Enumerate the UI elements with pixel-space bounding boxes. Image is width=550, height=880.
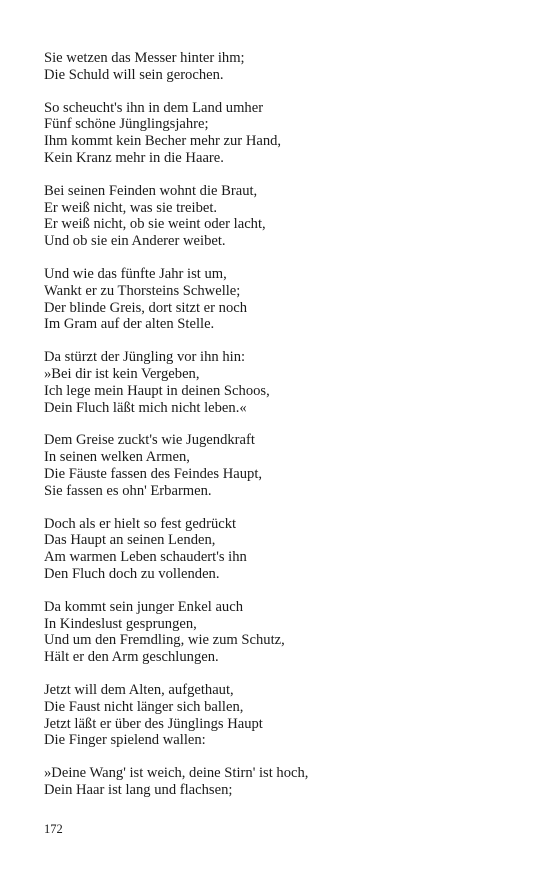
poem-line: In Kindeslust gesprungen, [44, 615, 197, 632]
poem-line: Die Finger spielend wallen: [44, 732, 206, 749]
stanza-6 [44, 432, 524, 499]
stanza-9 [44, 682, 524, 749]
poem-line: Das Haupt an seinen Lenden, [44, 532, 216, 549]
stanza-10 [44, 765, 524, 799]
poem-line: Fünf schöne Jünglingsjahre; [44, 116, 209, 133]
poem-line: Jetzt will dem Alten, aufgethaut, [44, 681, 234, 698]
poem-line: Und wie das fünfte Jahr ist um, [44, 265, 227, 282]
stanza-7 [44, 516, 524, 583]
poem-line: Sie wetzen das Messer hinter ihm; [44, 50, 245, 66]
poem-line: Im Gram auf der alten Stelle. [44, 316, 215, 333]
poem-line: In seinen welken Armen, [44, 449, 190, 466]
poem-line: Hält er den Arm geschlungen. [44, 649, 219, 666]
poem-line: Bei seinen Feinden wohnt die Braut, [44, 182, 258, 199]
stanza-4 [44, 266, 524, 333]
poem-line: Da kommt sein junger Enkel auch [44, 598, 243, 615]
poem-line: Dein Haar ist lang und flachsen; [44, 781, 233, 798]
poem-line: Ihm kommt kein Becher mehr zur Hand, [44, 133, 282, 150]
poem-line: Den Fluch doch zu vollenden. [44, 565, 220, 582]
poem-line: Die Faust nicht länger sich ballen, [44, 698, 244, 715]
poem-line: Ich lege mein Haupt in deinen Schoos, [44, 382, 270, 399]
poem-line: Und ob sie ein Anderer weibet. [44, 233, 226, 250]
poem-line: Dein Fluch läßt mich nicht leben.« [44, 399, 247, 416]
stanza-5 [44, 349, 524, 416]
stanza-2 [44, 100, 524, 167]
poem-line: »Bei dir ist kein Vergeben, [44, 365, 200, 382]
stanza-8 [44, 599, 524, 666]
poem-text [44, 50, 524, 815]
poem-line: Doch als er hielt so fest gedrückt [44, 515, 237, 532]
poem-line: Er weiß nicht, was sie treibet. [44, 199, 218, 216]
poem-line: Am warmen Leben schaudert's ihn [44, 549, 247, 566]
poem-line: So scheucht's ihn in dem Land umher [44, 99, 264, 116]
poem-line: Und um den Fremdling, wie zum Schutz, [44, 632, 285, 649]
stanza-3 [44, 183, 524, 250]
poem-line: »Deine Wang' ist weich, deine Stirn' ist hoch, [44, 765, 309, 782]
poem-line: Er weiß nicht, ob sie weint oder lacht, [44, 216, 266, 233]
poem-line: Wankt er zu Thorsteins Schwelle; [44, 282, 241, 299]
poem-line: Jetzt läßt er über des Jünglings Haupt [44, 715, 263, 732]
page-number: 172 [44, 822, 63, 836]
poem-line: Dem Greise zuckt's wie Jugendkraft [44, 432, 255, 449]
poem-line: Die Schuld will sein gerochen. [44, 66, 224, 83]
poem-line: Der blinde Greis, dort sitzt er noch [44, 299, 248, 316]
poem-line: Sie fassen es ohn' Erbarmen. [44, 482, 212, 499]
stanza-1 [44, 50, 524, 84]
poem-line: Kein Kranz mehr in die Haare. [44, 149, 224, 166]
poem-line: Die Fäuste fassen des Feindes Haupt, [44, 465, 263, 482]
poem-line: Da stürzt der Jüngling vor ihn hin: [44, 349, 246, 366]
